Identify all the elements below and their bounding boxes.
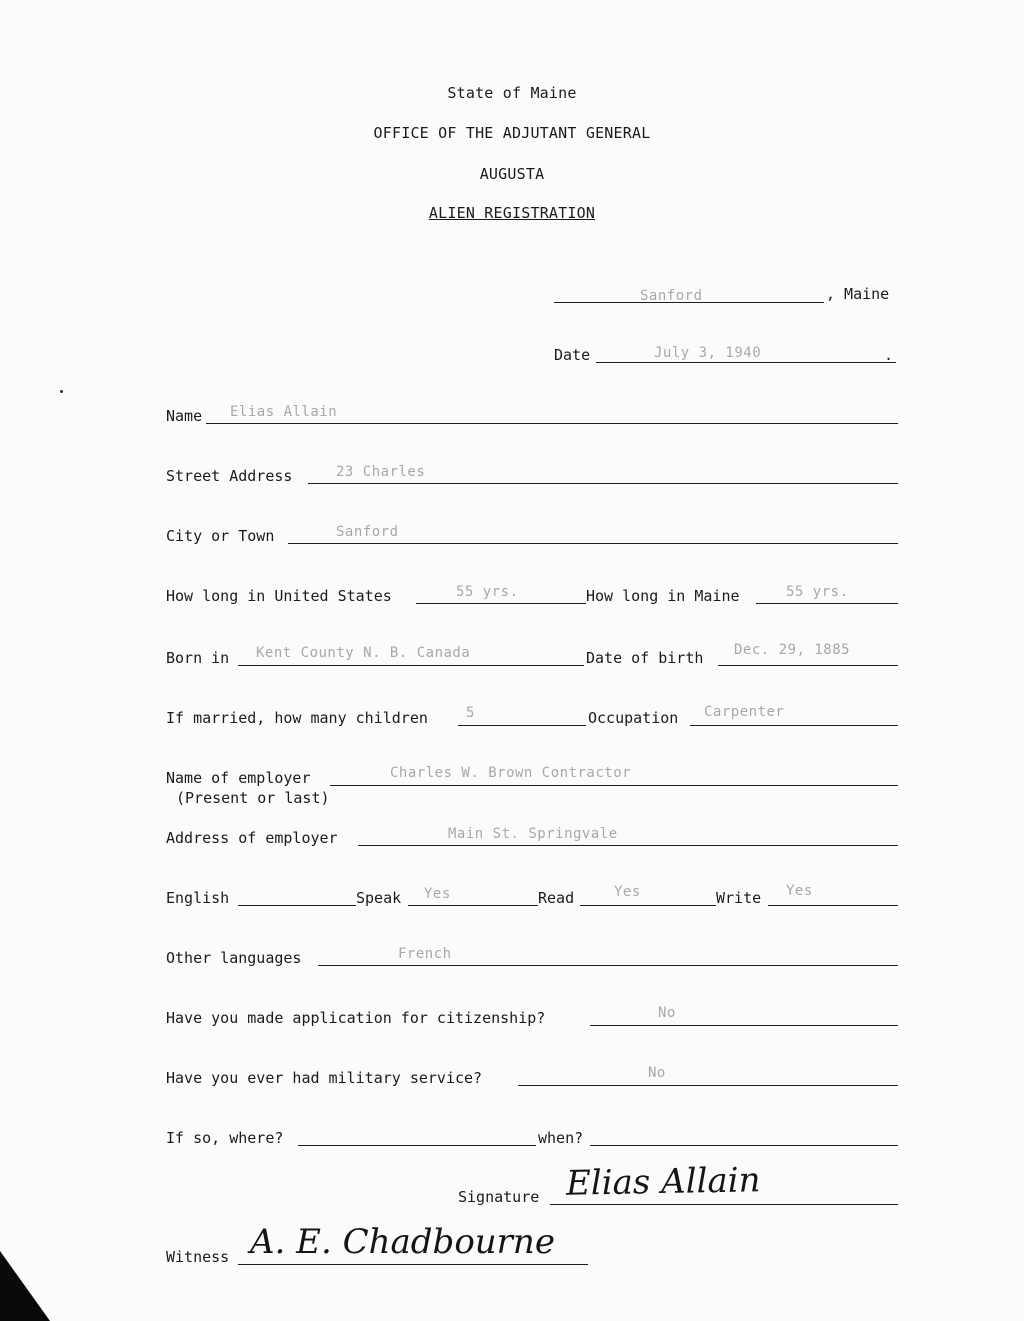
date-end: . [884, 346, 894, 364]
street-label: Street Address [166, 467, 293, 485]
signature-handwriting: Elias Allain [565, 1160, 761, 1204]
maine-value: 55 yrs. [786, 584, 849, 600]
where-line [298, 1145, 536, 1146]
employer-address-label: Address of employer [166, 829, 338, 847]
dob-label: Date of birth [586, 649, 704, 667]
header-city: AUGUSTA [479, 165, 545, 183]
header-office: OFFICE OF THE ADJUTANT GENERAL [373, 124, 651, 142]
scan-corner-shadow [0, 1251, 50, 1321]
form-title [0, 204, 1024, 222]
employer-line [330, 785, 898, 786]
location-value: Sanford [640, 288, 703, 304]
signature-line [550, 1204, 898, 1205]
date-label: Date [554, 346, 591, 364]
name-line [206, 423, 898, 424]
citizenship-label: Have you made application for citizenship? [166, 1009, 546, 1027]
speak-label: Speak [356, 889, 402, 907]
us-value: 55 yrs. [456, 584, 519, 600]
where-label: If so, where? [166, 1129, 284, 1147]
city-line [288, 543, 898, 544]
witness-handwriting: A. E. Chadbourne [250, 1222, 555, 1262]
occupation-label: Occupation [588, 709, 679, 727]
military-value: No [648, 1065, 666, 1081]
citizenship-line [590, 1025, 898, 1026]
us-line [416, 603, 586, 604]
street-line [308, 483, 898, 484]
us-label: How long in United States [166, 587, 392, 605]
other-languages-line [318, 965, 898, 966]
read-value: Yes [614, 884, 641, 900]
dob-value: Dec. 29, 1885 [734, 642, 851, 658]
other-languages-value: French [398, 946, 452, 962]
city-label: City or Town [166, 527, 275, 545]
write-value: Yes [786, 883, 813, 899]
dob-line [718, 665, 898, 666]
form-title-text: ALIEN REGISTRATION [428, 204, 596, 222]
employer-sublabel: (Present or last) [176, 789, 330, 807]
location-suffix: , Maine [826, 285, 890, 303]
header-state: State of Maine [447, 84, 577, 102]
english-label: English [166, 889, 230, 907]
other-languages-label: Other languages [166, 949, 302, 967]
citizenship-value: No [658, 1005, 676, 1021]
employer-label: Name of employer [166, 769, 311, 787]
read-line [580, 905, 716, 906]
when-line [590, 1145, 898, 1146]
street-value: 23 Charles [336, 464, 426, 480]
occupation-value: Carpenter [704, 704, 785, 720]
military-label: Have you ever had military service? [166, 1069, 483, 1087]
speak-value: Yes [424, 886, 451, 902]
military-line [518, 1085, 898, 1086]
date-line [596, 362, 896, 363]
speak-line [408, 905, 538, 906]
born-value: Kent County N. B. Canada [256, 645, 471, 661]
children-label: If married, how many children [166, 709, 428, 727]
when-label: when? [538, 1129, 584, 1147]
read-label: Read [538, 889, 575, 907]
date-value: July 3, 1940 [654, 345, 762, 361]
maine-line [756, 603, 898, 604]
write-label: Write [716, 889, 762, 907]
scan-speck [60, 390, 63, 393]
witness-line [238, 1264, 588, 1265]
born-label: Born in [166, 649, 230, 667]
occupation-line [690, 725, 898, 726]
name-label: Name [166, 407, 203, 425]
employer-address-value: Main St. Springvale [448, 826, 618, 842]
name-value: Elias Allain [230, 404, 338, 420]
born-line [238, 665, 584, 666]
maine-label: How long in Maine [586, 587, 740, 605]
children-value: 5 [466, 705, 475, 721]
employer-value: Charles W. Brown Contractor [390, 765, 632, 781]
employer-address-line [358, 845, 898, 846]
witness-label: Witness [166, 1248, 230, 1266]
english-line [238, 905, 356, 906]
children-line [458, 725, 586, 726]
city-value: Sanford [336, 524, 399, 540]
signature-label: Signature [458, 1188, 540, 1206]
write-line [768, 905, 898, 906]
